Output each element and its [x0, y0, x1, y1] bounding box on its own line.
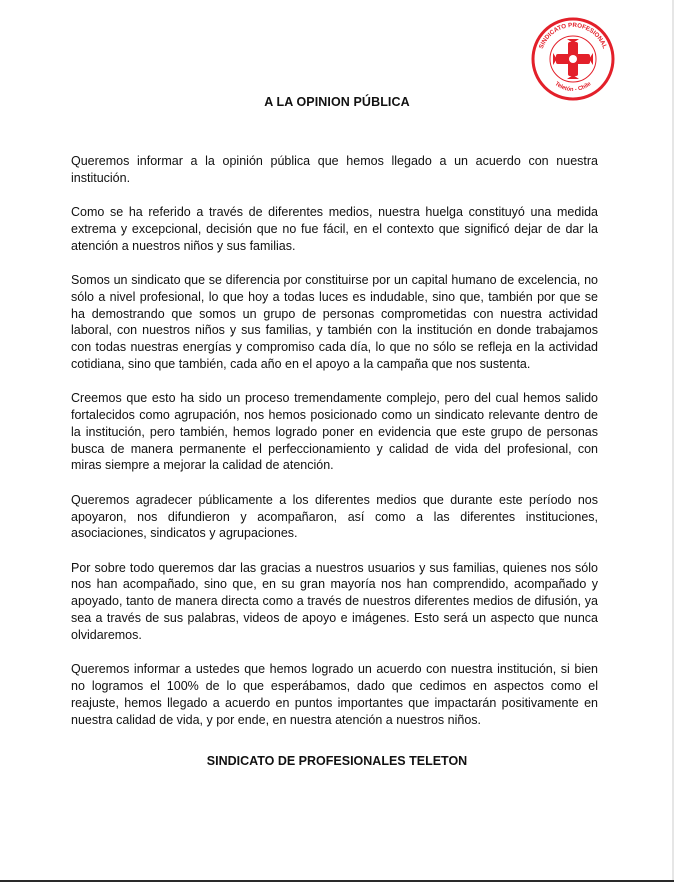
sindicato-logo: [531, 17, 615, 101]
signature: SINDICATO DE PROFESIONALES TELETON: [206, 754, 468, 768]
logo-arc-text-bottom: Teletón - Chile: [553, 81, 593, 94]
paragraph: Queremos informar a ustedes que hemos logrado un acuerdo con nuestra institución, si bien no logramos el 100% de lo que esperábamos, dado que cedimos en aspectos como el reajuste, hemos llegado a acuerdo en puntos importantes que impactarán positivamente en nuestra calidad de vida, y por ende, en nuestra atención a nuestros niños.: [71, 662, 598, 727]
letter-body: [71, 153, 598, 746]
paragraph: Como se ha referido a través de diferentes medios, nuestra huelga constituyó una medida extrema y excepcional, decisión que no fue fácil, en el contexto que significó dejar de dar la atención a nuestros niños y sus familias.: [71, 205, 598, 253]
paragraph: Queremos informar a la opinión pública que hemos llegado a un acuerdo con nuestra institución.: [71, 154, 598, 185]
paragraph: Somos un sindicato que se diferencia por constituirse por un capital humano de excelencia, no sólo a nivel profesional, lo que hoy a todas luces es indudable, sino que, también por que se ha demostrando que somos un grupo de personas comprometidas con nuestra actividad laboral, con nuestros niños y sus familias, y también con la institución en donde trabajamos con todas nuestras energías y compromiso cada día, lo que no sólo se refleja en la actividad cotidiana, sino que también, cada año en el apoyo a la campaña que nos sustenta.: [71, 272, 598, 371]
paragraph: Por sobre todo queremos dar las gracias a nuestros usuarios y sus familias, quienes nos sólo nos han acompañado, sino que, en su gran mayoría nos han comprendido, acompañado y apoyado, tanto de manera directa como a través de nuestros diferentes medios de difusión, ya sea a través de sus palabras, videos de apoyo e imágenes. Esto será un aspecto que nunca olvidaremos.: [71, 560, 598, 642]
logo-center: [569, 55, 577, 63]
page-title: A LA OPINION PÚBLICA: [264, 95, 410, 109]
paragraph: Creemos que esto ha sido un proceso tremendamente complejo, pero del cual hemos salido fortalecidos como agrupación, nos hemos posicionado como un sindicato relevante dentro de la institución, pero también, hemos logrado poner en evidencia que este grupo de personas busca de manera permanente el perfeccionamiento y calidad de vida del profesional, con miras siempre a mejorar la calidad de atención.: [71, 391, 598, 473]
paragraph: Queremos agradecer públicamente a los diferentes medios que durante este período nos apoyaron, nos difundieron y acompañaron, así como a las diferentes instituciones, asociaciones, sindicatos y agrupaciones.: [71, 492, 598, 541]
logo-arc-text-top: SINDICATO PROFESIONAL: [537, 21, 609, 50]
